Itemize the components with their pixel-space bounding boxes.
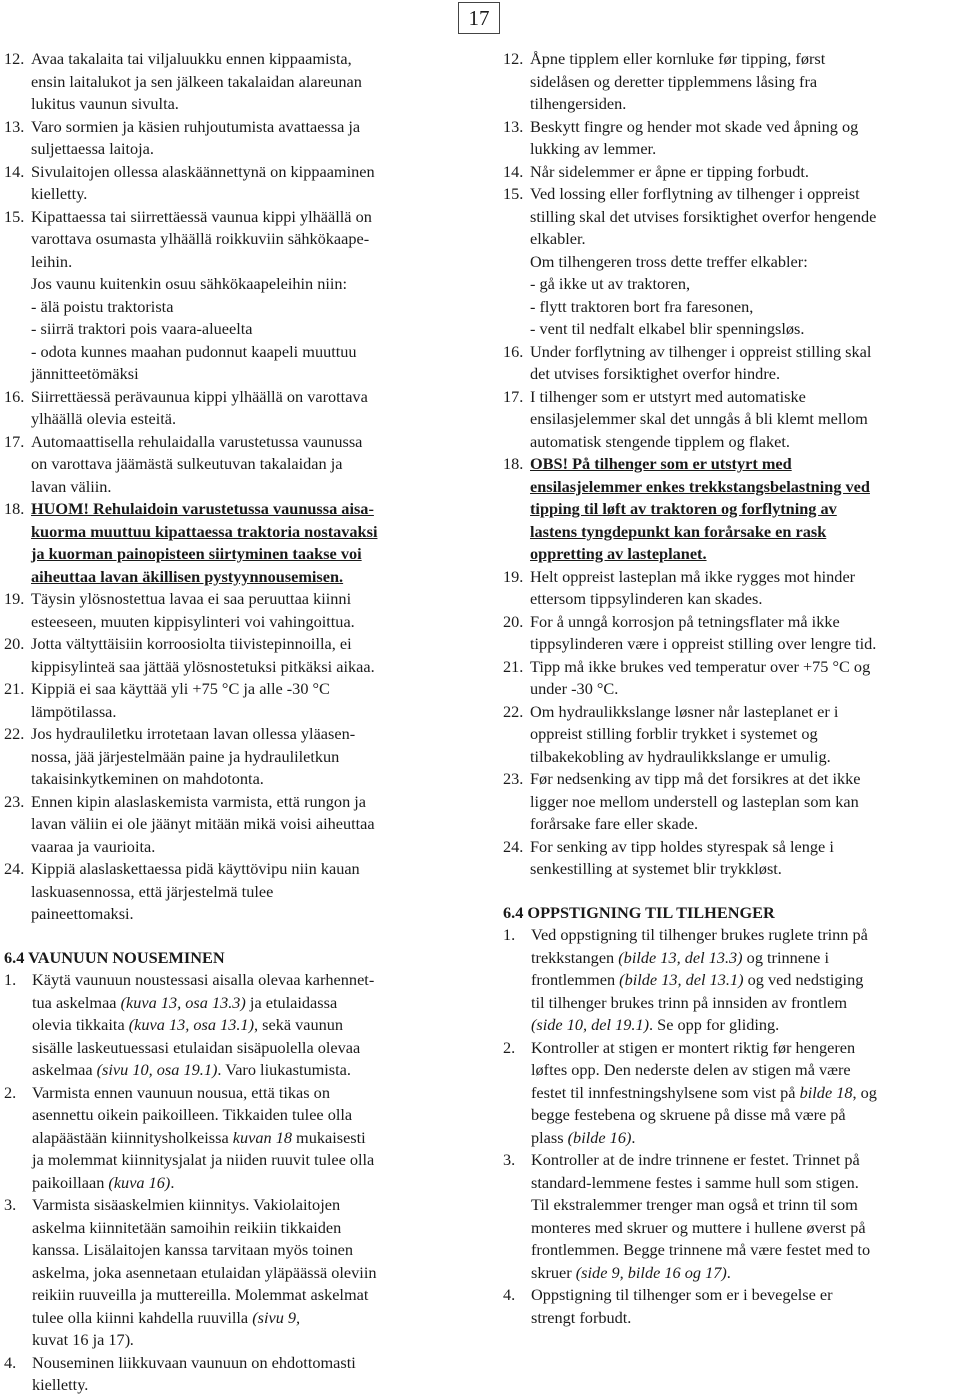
text-line: ligger noe mellom understell og lasteplan som kan xyxy=(530,791,859,811)
list-item xyxy=(4,1194,462,1352)
text-line: Under forflytning av tilhenger i oppreist stilling skal xyxy=(530,341,872,361)
text-line: reikiin ruuveilla ja muttereilla. Molemmat askelmat xyxy=(32,1285,369,1304)
item-text xyxy=(530,768,960,836)
item-text xyxy=(531,924,960,1037)
text-line: (side 10, del 19.1). Se opp for gliding. xyxy=(531,1015,780,1034)
list-item xyxy=(503,836,960,881)
text-line: ja kuorman painopisteen siirtyminen taakse voi xyxy=(31,544,362,563)
item-text xyxy=(31,48,462,116)
text-line: vaaraa ja vaurioita. xyxy=(31,836,156,856)
item-text xyxy=(530,611,960,656)
page-number: 17 xyxy=(458,2,500,34)
text-line: Varmista sisäaskelmien kiinnitys. Vakiolaitojen xyxy=(32,1195,341,1214)
text-line: - gå ikke ut av traktoren, xyxy=(530,274,691,293)
text-line: Helt oppreist lasteplan må ikke rygges mot hinder xyxy=(530,566,856,586)
steps-list xyxy=(4,969,462,1397)
list-item xyxy=(503,701,960,769)
text-line: Jos vaunu kuitenkin osuu sähkökaapeleihin niin: xyxy=(31,274,348,293)
item-text xyxy=(31,678,462,723)
text-line: oppreist stilling forblir trykket i systemet og xyxy=(530,724,818,743)
item-text xyxy=(530,836,960,881)
item-text xyxy=(32,969,462,1082)
text-line: kielletty. xyxy=(32,1375,89,1394)
list-item xyxy=(503,1149,960,1284)
text-line: sisälle laskeutuessasi etulaidan sisäpuolella olevaa xyxy=(32,1037,361,1057)
list-item xyxy=(503,924,960,1037)
text-line: Beskytt fingre og hender mot skade ved åpning og xyxy=(530,116,859,136)
text-line: olevia tikkaita (kuva 13, osa 13.1), sekä vaunun xyxy=(32,1015,344,1034)
text-line: monteres med skruer og muttere i hullene øverst på xyxy=(531,1217,866,1237)
safety-list-a xyxy=(503,48,960,453)
item-number: 13. xyxy=(503,116,524,136)
item-number: 16. xyxy=(503,341,524,361)
text-line: tippsylinderen være i oppreist stilling over lengre tid. xyxy=(530,634,877,653)
item-text xyxy=(530,116,960,161)
text-line: I tilhenger som er utstyrt med automatiske xyxy=(530,386,806,406)
text-line: Kippiä alaslaskettaessa pidä käyttövipu niin kauan xyxy=(31,859,360,878)
item-number: 15. xyxy=(4,206,25,226)
list-item xyxy=(503,116,960,161)
text-line: lavan väliin. xyxy=(31,476,112,496)
item-number: 12. xyxy=(503,49,524,68)
text-line: Kontroller at de indre trinnene er festet. Trinnet på xyxy=(531,1150,860,1169)
text-line: lämpötilassa. xyxy=(31,701,117,721)
list-item xyxy=(4,1352,462,1397)
list-item xyxy=(503,1037,960,1150)
list-item xyxy=(503,768,960,836)
item-text xyxy=(530,701,960,769)
list-item xyxy=(4,206,462,386)
item-text xyxy=(530,341,960,386)
text-line: frontlemmen. Begge trinnene må være festet med to xyxy=(531,1240,871,1259)
safety-list-a xyxy=(4,48,462,498)
text-line: ensilasjelemmer skal det unngås å bli klemt mellom xyxy=(530,409,868,428)
steps-list xyxy=(503,924,960,1329)
item-text xyxy=(31,858,462,926)
text-line: OBS! På tilhenger som er utstyrt med xyxy=(530,454,792,473)
list-item xyxy=(4,969,462,1082)
text-line: Åpne tipplem eller kornluke før tipping, først xyxy=(530,49,826,68)
text-line: oppretting av lasteplanet. xyxy=(530,544,707,563)
text-line: elkabler. xyxy=(530,229,586,248)
text-line: Automaattisella rehulaidalla varustetussa vaunussa xyxy=(31,431,363,451)
item-number: 2. xyxy=(4,1082,17,1102)
list-item xyxy=(503,1284,960,1329)
text-line: tua askelmaa (kuva 13, osa 13.3) ja etulaidassa xyxy=(32,992,338,1012)
text-line: løftes opp. Den nederste delen av stigen må være xyxy=(531,1060,851,1079)
text-line: til tilhenger brukes trinn på innsiden av frontlem xyxy=(531,992,848,1012)
item-text xyxy=(531,1037,960,1150)
text-line: kielletty. xyxy=(31,184,88,203)
item-text xyxy=(530,48,960,116)
text-line: - siirrä traktori pois vaara-alueelta xyxy=(31,319,253,338)
text-line: tilhengersiden. xyxy=(530,94,627,113)
text-line: sidelåsen og deretter tipplemmens låsing fra xyxy=(530,71,818,91)
text-line: Täysin ylösnostettua lavaa ei saa peruuttaa kiinni xyxy=(31,589,352,608)
item-text xyxy=(32,1352,462,1397)
text-line: leihin. xyxy=(31,251,73,271)
warning-item xyxy=(503,453,960,566)
text-line: Oppstigning til tilhenger som er i bevegelse er xyxy=(531,1285,833,1304)
text-line: Om hydraulikkslange løsner når lasteplanet er i xyxy=(530,701,839,721)
item-number: 23. xyxy=(4,791,25,811)
item-text xyxy=(31,116,462,161)
list-item xyxy=(503,611,960,656)
text-line: askelma, joka asennetaan etulaidan yläpäässä oleviin xyxy=(32,1262,377,1282)
text-line: nossa, jää järjestelmään paine ja hydrauliletkun xyxy=(31,746,340,766)
text-line: frontlemmen (bilde 13, del 13.1) og ved nedstiging xyxy=(531,970,864,989)
text-line: Jos hydrauliletku irrotetaan lavan ollessa yläasen- xyxy=(31,724,356,743)
item-text xyxy=(31,791,462,859)
list-item xyxy=(4,116,462,161)
item-number: 22. xyxy=(4,724,25,743)
text-line: tulee olla kiinni kahdella ruuvilla (sivu 9, xyxy=(32,1307,301,1327)
list-item xyxy=(503,183,960,341)
list-item xyxy=(4,858,462,926)
text-line: Før nedsenking av tipp må det forsikres at det ikke xyxy=(530,769,861,788)
item-number: 15. xyxy=(503,184,524,203)
list-item xyxy=(4,588,462,633)
item-number: 19. xyxy=(4,589,25,608)
text-line: Når sidelemmer er åpne er tipping forbudt. xyxy=(530,161,809,181)
warning-item xyxy=(4,498,462,588)
text-line: - odota kunnes maahan pudonnut kaapeli muuttuu xyxy=(31,341,357,361)
text-line: paineettomaksi. xyxy=(31,904,134,923)
text-line: festet til innfestningshylsene som vist på bilde 18, og xyxy=(531,1082,877,1102)
item-number: 23. xyxy=(503,769,524,788)
text-line: tilbakekobling av hydraulikkslange er umulig. xyxy=(530,746,831,766)
text-line: kippisylinteä saa jättää ylösnostetuksi pitkäksi aikaa. xyxy=(31,656,375,676)
text-line: skruer (side 9, bilde 16 og 17). xyxy=(531,1262,731,1282)
list-item xyxy=(503,48,960,116)
text-line: asennettu oikein paikoilleen. Tikkaiden tulee olla xyxy=(32,1105,353,1124)
list-item xyxy=(503,161,960,184)
item-text xyxy=(31,498,462,588)
item-number: 20. xyxy=(503,611,524,631)
section-heading: 6.4 OPPSTIGNING TIL TILHENGER xyxy=(503,902,775,922)
item-text xyxy=(31,633,462,678)
text-line: Varo sormien ja käsien ruhjoutumista avattaessa ja xyxy=(31,116,361,136)
text-line: ensilasjelemmer enkes trekkstangsbelastning ved xyxy=(530,476,870,496)
item-number: 18. xyxy=(503,454,524,473)
text-line: trekkstangen (bilde 13, del 13.3) og trinnene i xyxy=(531,947,829,967)
list-item xyxy=(503,386,960,454)
finnish-column xyxy=(4,48,462,1397)
text-line: HUOM! Rehulaidoin varustetussa vaunussa aisa- xyxy=(31,499,374,518)
list-item xyxy=(4,723,462,791)
list-item xyxy=(4,48,462,116)
text-line: tipping til løft av traktoren og forflytning av xyxy=(530,499,837,518)
text-line: Sivulaitojen ollessa alaskäännettynä on kippaaminen xyxy=(31,161,375,181)
item-number: 1. xyxy=(4,970,17,989)
list-item xyxy=(503,566,960,611)
item-number: 17. xyxy=(503,386,524,406)
item-number: 19. xyxy=(503,566,524,586)
item-number: 21. xyxy=(4,679,25,698)
text-line: jännitteetömäksi xyxy=(31,364,139,383)
list-item xyxy=(503,341,960,386)
text-line: Kippiä ei saa käyttää yli +75 °C ja alle -30 °C xyxy=(31,679,330,698)
item-text xyxy=(531,1284,960,1329)
text-line: standard-lemmene festes i samme hull som stigen. xyxy=(531,1172,859,1192)
text-line: automatisk stengende tipplem og flaket. xyxy=(530,431,790,451)
text-line: stilling skal det utvises forsiktighet overfor hengende xyxy=(530,206,877,226)
text-line: Avaa takalaita tai viljaluukku ennen kippaamista, xyxy=(31,49,352,68)
list-item xyxy=(4,678,462,723)
text-line: Varmista ennen vaunuun nousua, että tikas on xyxy=(32,1082,330,1102)
text-line: strengt forbudt. xyxy=(531,1307,632,1327)
text-line: - älä poistu traktorista xyxy=(31,296,174,316)
item-text xyxy=(530,453,960,566)
text-line: Om tilhengeren tross dette treffer elkabler: xyxy=(530,251,808,271)
text-line: lastens tyngdepunkt kan forårsake en rask xyxy=(530,521,827,541)
item-text xyxy=(31,723,462,791)
text-line: senkestilling at systemet blir trykkløst. xyxy=(530,859,782,878)
item-number: 20. xyxy=(4,634,25,653)
text-line: For senking av tipp holdes styrespak så lenge i xyxy=(530,836,834,856)
list-item xyxy=(503,656,960,701)
item-text xyxy=(530,386,960,454)
text-line: forårsake fare eller skade. xyxy=(530,814,699,833)
text-line: takaisinkytkeminen on mahdotonta. xyxy=(31,769,264,788)
item-text xyxy=(32,1082,462,1195)
item-text xyxy=(31,588,462,633)
text-line: on varottava jäämästä sulkeutuvan takalaidan ja xyxy=(31,454,343,473)
text-line: Kontroller at stigen er montert riktig før hengeren xyxy=(531,1037,856,1057)
item-text xyxy=(531,1149,960,1284)
item-number: 12. xyxy=(4,49,25,68)
text-line: lavan väliin ei ole jäänyt mitään mikä voisi aiheuttaa xyxy=(31,814,375,833)
text-line: ensin laitalukot ja sen jälkeen takalaidan alareunan xyxy=(31,71,362,91)
item-text xyxy=(530,161,960,184)
text-line: begge festebena og skruene på disse må være på xyxy=(531,1105,846,1124)
text-line: Siirrettäessä perävaunua kippi ylhäällä on varottava xyxy=(31,386,368,406)
text-line: lukking av lemmer. xyxy=(530,139,657,158)
text-line: paikoillaan (kuva 16). xyxy=(32,1172,175,1192)
text-line: Jotta vältyttäisiin korroosiolta tiivistepinnoilla, ei xyxy=(31,634,352,653)
text-line: det utvises forsiktighet overfor hindre. xyxy=(530,364,781,383)
list-item xyxy=(4,386,462,431)
text-line: - vent til nedfalt elkabel blir spenningsløs. xyxy=(530,319,805,338)
item-text xyxy=(31,161,462,206)
item-number: 14. xyxy=(4,161,25,181)
item-number: 1. xyxy=(503,925,516,944)
text-line: lukitus vaunun sivulta. xyxy=(31,94,179,113)
text-line: ettersom tippsylinderen kan skades. xyxy=(530,589,763,608)
item-number: 24. xyxy=(4,859,25,878)
item-number: 14. xyxy=(503,161,524,181)
item-number: 17. xyxy=(4,431,25,451)
text-line: Tipp må ikke brukes ved temperatur over +75 °C og xyxy=(530,656,871,676)
safety-list-b xyxy=(4,588,462,926)
text-line: Käytä vaunuun noustessasi aisalla olevaa karhennet- xyxy=(32,970,375,989)
item-number: 13. xyxy=(4,116,25,136)
text-line: Ennen kipin alaslaskemista varmista, että rungon ja xyxy=(31,791,367,811)
item-number: 4. xyxy=(4,1352,17,1372)
text-line: laskuasennossa, että järjestelmä tulee xyxy=(31,881,274,901)
text-line: - flytt traktoren bort fra faresonen, xyxy=(530,296,754,316)
text-line: kanssa. Lisälaitojen kanssa tarvitaan myös toinen xyxy=(32,1240,354,1259)
item-number: 24. xyxy=(503,836,524,856)
text-line: Kipattaessa tai siirrettäessä vaunua kippi ylhäällä on xyxy=(31,206,372,226)
text-line: under -30 °C. xyxy=(530,679,619,698)
item-text xyxy=(530,566,960,611)
text-line: kuvat 16 ja 17). xyxy=(32,1330,135,1349)
text-line: alapäästään kiinnitysholkeissa kuvan 18 mukaisesti xyxy=(32,1127,366,1147)
item-number: 18. xyxy=(4,499,25,518)
item-number: 21. xyxy=(503,656,524,676)
text-line: varottava osumasta ylhäällä roikkuviin sähkökaape- xyxy=(31,229,370,248)
text-line: Ved oppstigning til tilhenger brukes ruglete trinn på xyxy=(531,925,868,944)
text-line: askelma kiinnitetään samoihin reikiin tikkaiden xyxy=(32,1217,342,1237)
list-item xyxy=(4,791,462,859)
item-number: 4. xyxy=(503,1285,516,1304)
item-number: 3. xyxy=(4,1195,17,1214)
item-text xyxy=(31,431,462,499)
text-line: suljettaessa laitoja. xyxy=(31,139,154,158)
list-item xyxy=(503,453,960,566)
text-line: ja molemmat kiinnitysjalat ja niiden ruuvit tulee olla xyxy=(32,1150,375,1169)
text-line: plass (bilde 16). xyxy=(531,1127,636,1147)
text-line: For å unngå korrosjon på tetningsflater må ikke xyxy=(530,611,840,631)
text-line: esteeseen, muuten kippisylinteri voi vahingoittua. xyxy=(31,611,355,631)
item-text xyxy=(32,1194,462,1352)
item-number: 2. xyxy=(503,1037,516,1057)
text-line: aiheuttaa lavan äkillisen pystyynnousemisen. xyxy=(31,566,344,586)
list-item xyxy=(4,633,462,678)
list-item xyxy=(4,161,462,206)
text-line: Nouseminen liikkuvaan vaunuun on ehdottomasti xyxy=(32,1352,356,1372)
item-text xyxy=(530,183,960,341)
item-number: 22. xyxy=(503,701,524,721)
list-item xyxy=(4,1082,462,1195)
section-heading: 6.4 VAUNUUN NOUSEMINEN xyxy=(4,947,225,967)
text-line: Til ekstralemmer trenger man også et trinn til som xyxy=(531,1195,858,1214)
item-text xyxy=(31,386,462,431)
item-number: 16. xyxy=(4,386,25,406)
text-line: askelmaa (sivu 10, osa 19.1). Varo liukastumista. xyxy=(32,1060,351,1079)
item-number: 3. xyxy=(503,1150,516,1169)
list-item xyxy=(4,498,462,588)
text-line: Ved lossing eller forflytning av tilhenger i oppreist xyxy=(530,184,860,203)
item-text xyxy=(31,206,462,386)
text-line: kuorma muuttuu kipattaessa traktoria nostavaksi xyxy=(31,521,378,541)
safety-list-b xyxy=(503,566,960,881)
norwegian-column xyxy=(503,48,960,1329)
list-item xyxy=(4,431,462,499)
item-text xyxy=(530,656,960,701)
text-line: ylhäällä olevia esteitä. xyxy=(31,409,177,428)
